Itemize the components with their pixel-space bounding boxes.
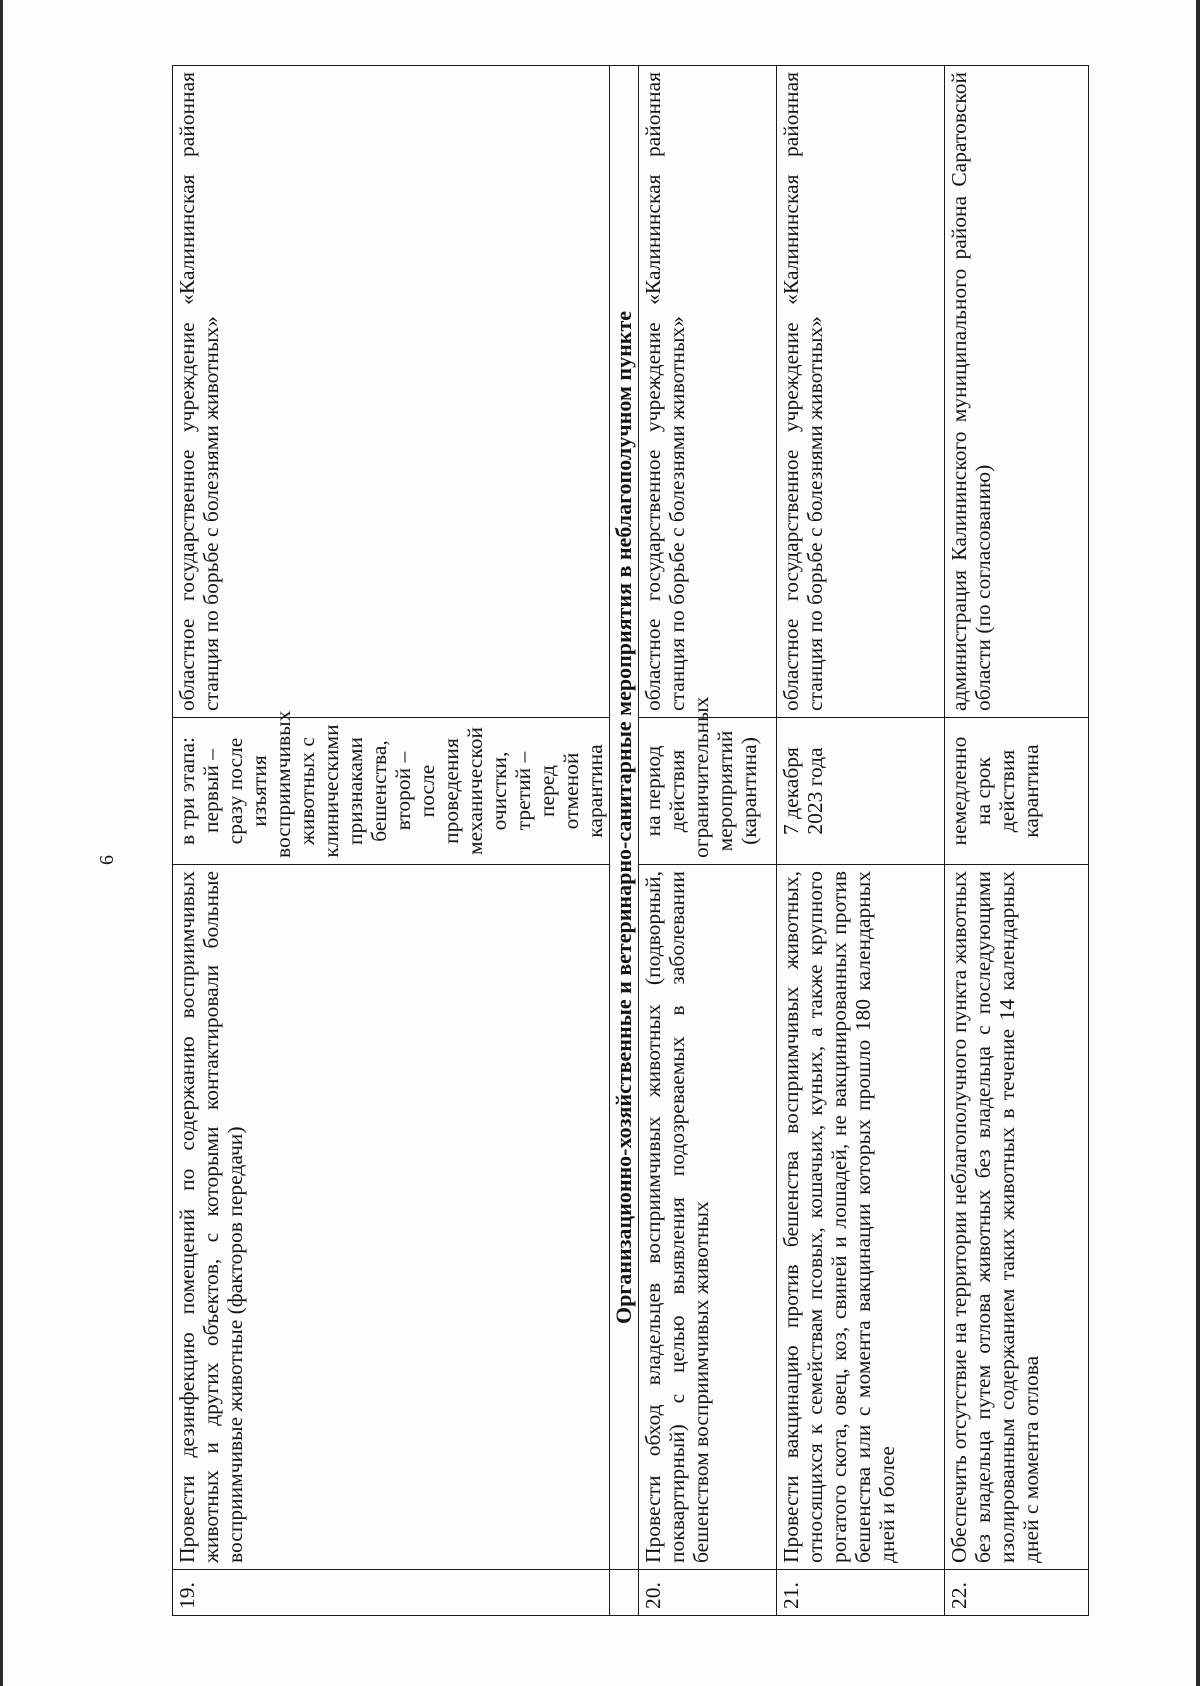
table-row-21 <box>777 66 945 1616</box>
measure-deadline: 7 декабря 2023 года <box>777 718 945 865</box>
row-number: 21. <box>777 1570 945 1616</box>
section-heading: Организационно-хозяйственные и ветеринарно-санитарные мероприятия в неблагополучном пункте <box>610 66 639 1570</box>
measure-description: Провести дезинфекцию помещений по содержанию восприимчивых животных и других объектов, с которыми контактировали больные восприимчивые животные (факторов передачи) <box>173 865 610 1570</box>
row-number: 22. <box>945 1570 1089 1616</box>
measure-deadline: немедленно на срок действия карантина <box>945 718 1089 865</box>
measure-deadline: в три этапа: первый – сразу после изъятия восприимчивых животных с клиническими признаками бешенства, второй – после проведения механической очистки, третий – перед отменой карантина <box>173 718 610 865</box>
page-number: 6 <box>96 855 118 865</box>
rotated-table-container <box>172 66 1043 1616</box>
measure-responsible: областное государственное учреждение «Калининская районная станция по борьбе с болезнями животных» <box>639 66 777 718</box>
section-heading-spacer <box>610 1570 639 1616</box>
measure-responsible: областное государственное учреждение «Калининская районная станция по борьбе с болезнями животных» <box>173 66 610 718</box>
row-number: 20. <box>639 1570 777 1616</box>
table-row-22 <box>945 66 1089 1616</box>
measure-deadline: на период действия ограничительных мероприятий (карантина) <box>639 718 777 865</box>
scan-edge-left <box>0 0 3 1686</box>
measure-description: Обеспечить отсутствие на территории неблагополучного пункта животных без владельца путем отлова животных без владельца с последующими изолированным содержанием таких животных в течение 14 календарных дней с момента отлова <box>945 865 1089 1570</box>
measure-description: Провести обход владельцев восприимчивых животных (подворный, поквартирный) с целью выявления подозреваемых в заболевании бешенством восприимчивых животных <box>639 865 777 1570</box>
section-heading-row <box>610 66 639 1616</box>
measure-responsible: администрация Калининского муниципального района Саратовской области (по согласованию) <box>945 66 1089 718</box>
measure-description: Провести вакцинацию против бешенства восприимчивых животных, относящихся к семействам псовых, кошачьих, куньих, а также крупного рогатого скота, овец, коз, свиней и лошадей, не вакцинированных против бешенства или с момента вакцинации которых прошло 180 календарных дней и более <box>777 865 945 1570</box>
table-row-20 <box>639 66 777 1616</box>
table-row-19 <box>173 66 610 1616</box>
measures-table <box>172 65 1089 1616</box>
rotated-page-frame <box>172 66 1043 1616</box>
row-number: 19. <box>173 1570 610 1616</box>
measure-responsible: областное государственное учреждение «Калининская районная станция по борьбе с болезнями животных» <box>777 66 945 718</box>
scan-edge-right <box>1196 0 1200 1686</box>
